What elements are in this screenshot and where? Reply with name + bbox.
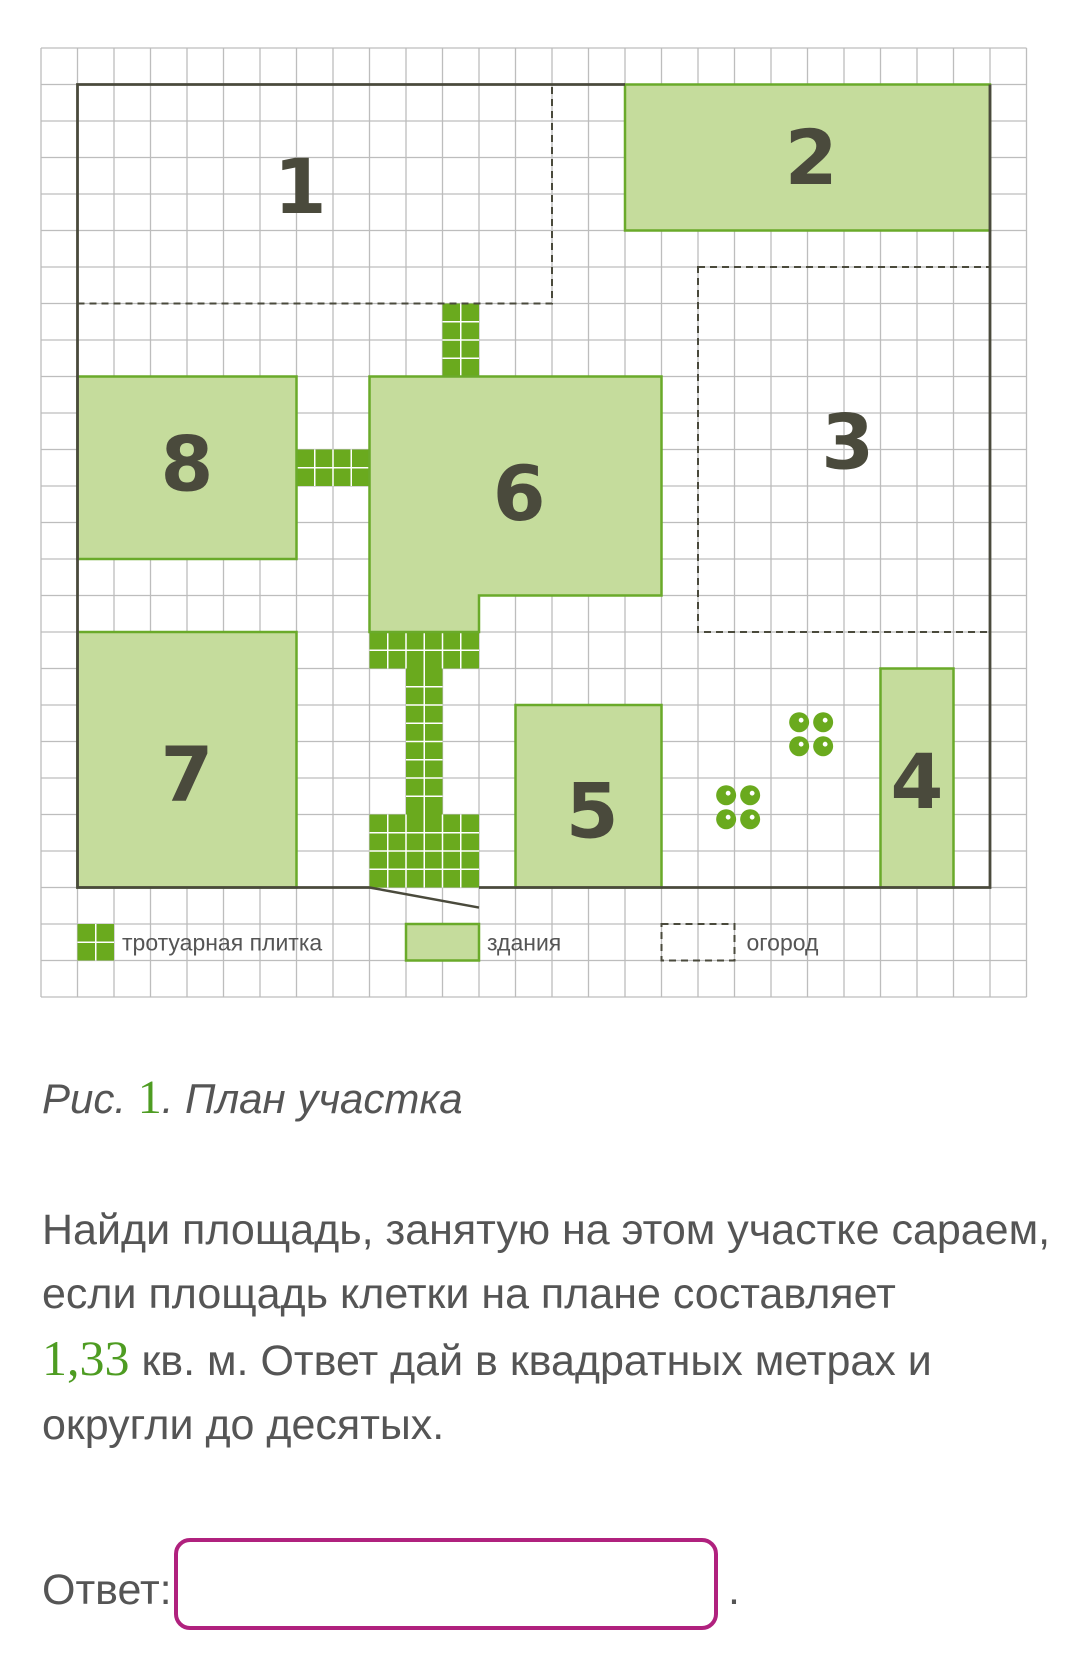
question-line-2: если площадь клетки на плане составляет [42, 1270, 896, 1318]
caption-prefix: Рис. [42, 1075, 138, 1122]
tile-path-vertical [406, 669, 443, 815]
question-line-3-rest: кв. м. Ответ дай в квадратных метрах и [129, 1337, 932, 1385]
legend-tile-label: тротуарная плитка [122, 929, 323, 956]
plot-label-7: 7 [160, 729, 214, 819]
plot-label-6: 6 [492, 448, 546, 538]
answer-row [42, 1538, 1042, 1638]
answer-input[interactable] [174, 1538, 718, 1630]
plot-label-3: 3 [821, 397, 875, 487]
tile-path-top [443, 304, 480, 377]
plot-label-5: 5 [565, 766, 619, 856]
caption-number: 1 [137, 1071, 162, 1124]
legend-tile-swatch [78, 924, 115, 961]
tile-path-left [297, 450, 370, 487]
question-line-1: Найди площадь, занятую на этом участке сараем, [42, 1206, 1051, 1254]
question-line-4: округли до десятых. [42, 1401, 445, 1449]
plot-label-2: 2 [784, 113, 838, 202]
answer-trailing-dot: . [728, 1566, 740, 1614]
cell-area-value: 1,33 [42, 1330, 130, 1386]
legend-garden-label: огород [746, 929, 819, 956]
legend-building-label: здания [487, 929, 562, 956]
plot-label-8: 8 [160, 419, 214, 509]
plot-label-1: 1 [273, 142, 327, 232]
legend-building-swatch [406, 924, 479, 961]
question-text [42, 1198, 1052, 1457]
question-line-3 [42, 1326, 1052, 1393]
gate [370, 888, 480, 908]
tile-path-gate [370, 815, 480, 888]
tile-path-under-6 [370, 632, 480, 669]
caption-suffix: . План участка [161, 1075, 463, 1122]
legend [78, 924, 820, 961]
bush-lower [716, 785, 760, 829]
answer-label: Ответ: [42, 1566, 172, 1614]
plot-label-4: 4 [890, 737, 944, 827]
figure-caption [42, 1070, 463, 1125]
bush-upper [789, 712, 833, 756]
